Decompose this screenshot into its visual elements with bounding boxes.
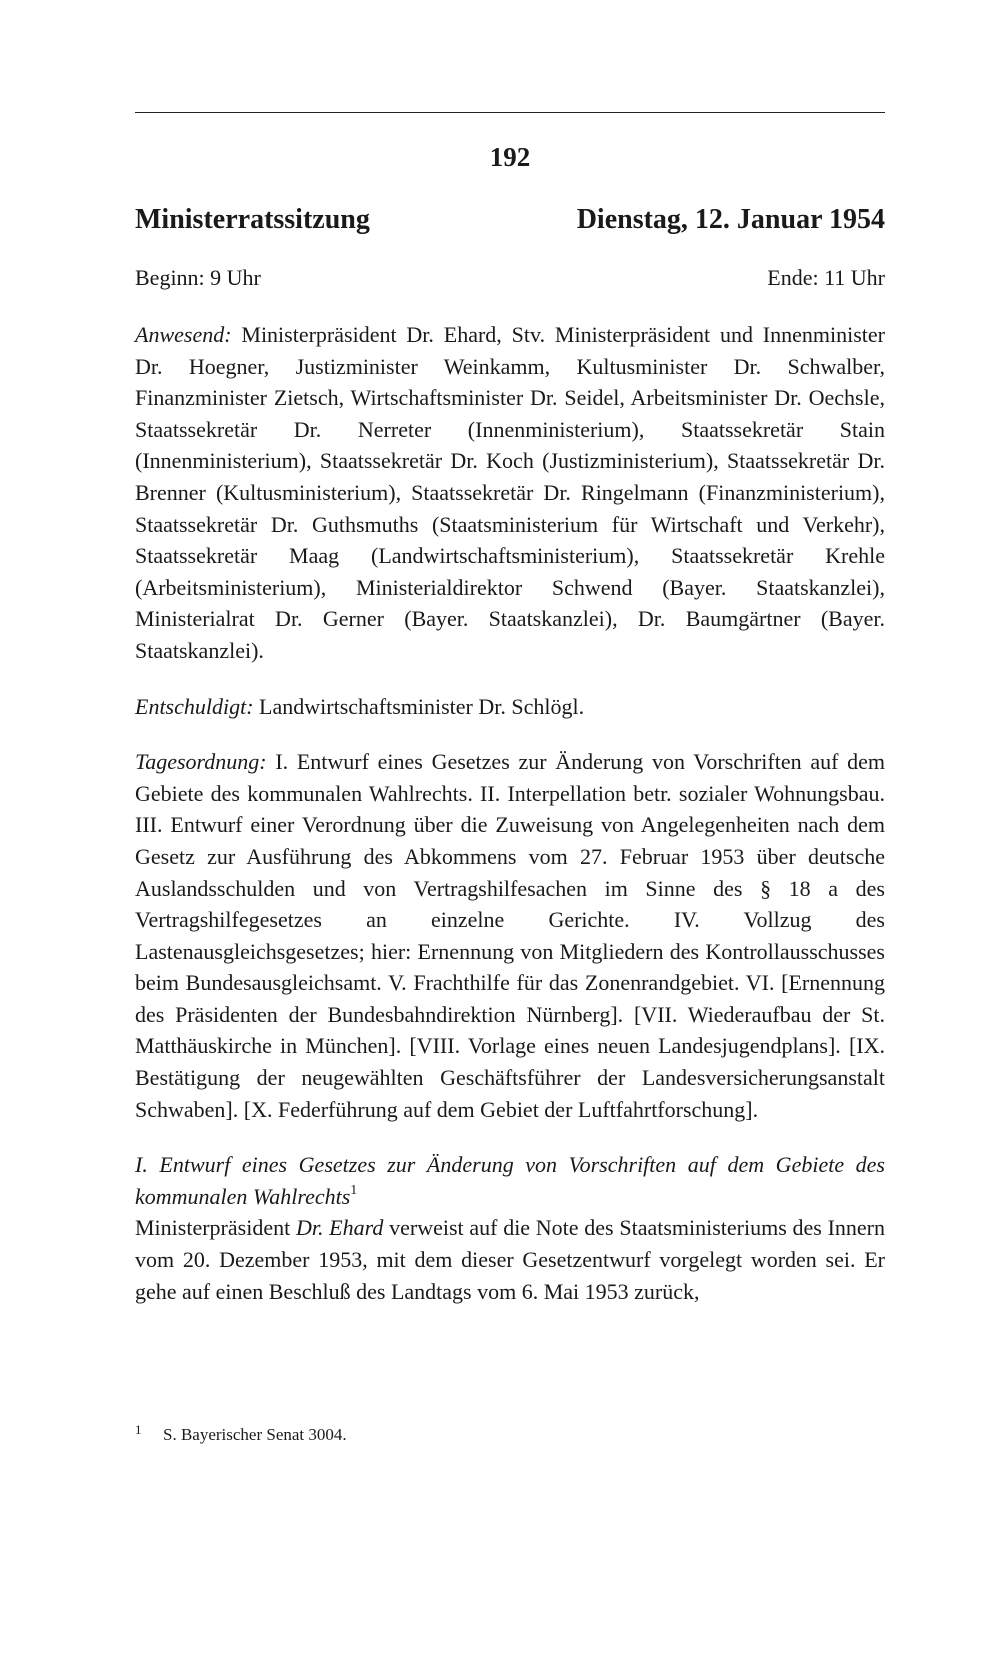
section-1-body	[135, 1212, 885, 1307]
footnote-reference: 1	[350, 1182, 358, 1198]
footnote-mark: 1	[135, 1422, 142, 1437]
attendees-label: Anwesend:	[135, 322, 232, 347]
agenda-text: I. Entwurf eines Gesetzes zur Änderung von Vorschriften auf dem Gebiete des kommunalen Wahlrechts. II. Interpellation betr. sozialer Wohnungsbau. III. Entwurf einer Verordnung über die Zuweisung von Angelegenheiten nach dem Gesetz zur Ausführung des Abkommens vom 27. Februar 1953 über deutsche Auslandsschulden und von Vertragshilfesachen im Sinne des § 18 a des Vertragshilfegesetzes an einzelne Gerichte. IV. Vollzug des Lastenausgleichsgesetzes; hier: Ernennung von Mitgliedern des Kontrollausschusses beim Bundesausgleichsamt. V. Frachthilfe für das Zonenrandgebiet. VI. [Ernennung des Präsidenten der Bundesbahndirektion Nürnberg]. [VII. Wiederaufbau der St. Matthäuskirche in München]. [VIII. Vorlage eines neuen Landesjugendplans]. [IX. Bestätigung der neugewählten Geschäftsführer der Landesversicherungsanstalt Schwaben]. [X. Federführung auf dem Gebiet der Luftfahrtforschung].	[135, 749, 885, 1122]
section-1-heading-text: I. Entwurf eines Gesetzes zur Änderung von Vorschriften auf dem Gebiete des kommunalen Wahlrechts	[135, 1152, 885, 1209]
document-number: 192	[489, 142, 531, 172]
document-page	[135, 112, 885, 1307]
session-title: Ministerratssitzung	[135, 204, 370, 235]
attendees-text: Ministerpräsident Dr. Ehard, Stv. Ministerpräsident und Innenminister Dr. Hoegner, Justizminister Weinkamm, Kultusminister Dr. Schwalber, Finanzminister Zietsch, Wirtschaftsminister Dr. Seidel, Arbeitsminister Dr. Oechsle, Staatssekretär Dr. Nerreter (Innenministerium), Staatssekretär Stain (Innenministerium), Staatssekretär Dr. Koch (Justizministerium), Staatssekretär Dr. Brenner (Kultusministerium), Staatssekretär Dr. Ringelmann (Finanzministerium), Staatssekretär Dr. Guthsmuths (Staatsministerium für Wirtschaft und Verkehr), Staatssekretär Maag (Landwirtschaftsministerium), Staatssekretär Krehle (Arbeitsministerium), Ministerialdirektor Schwend (Bayer. Staatskanzlei), Ministerialrat Dr. Gerner (Bayer. Staatskanzlei), Dr. Baumgärtner (Bayer. Staatskanzlei).	[135, 322, 885, 663]
section-1-body-name: Dr. Ehard	[295, 1215, 384, 1241]
section-1-heading	[135, 1149, 885, 1212]
excused-label: Entschuldigt:	[135, 693, 254, 719]
session-times	[135, 263, 885, 293]
section-1-body-pre: Ministerpräsident	[135, 1215, 296, 1241]
attendees-paragraph	[135, 319, 885, 667]
excused-text: Landwirtschaftsminister Dr. Schlögl.	[253, 693, 585, 719]
end-time: Ende: 11 Uhr	[767, 265, 885, 290]
excused-paragraph	[135, 691, 885, 723]
footnote	[135, 1423, 347, 1447]
footnote-text: S. Bayerischer Senat 3004.	[163, 1425, 347, 1444]
section-1-body-post: verweist auf die Note des Staatsministeriums des Innern vom 20. Dezember 1953, mit dem dieser Gesetzentwurf vorgelegt worden sei. Er gehe auf einen Beschluß des Landtags vom 6. Mai 1953 zurück,	[135, 1215, 885, 1304]
begin-time: Beginn: 9 Uhr	[135, 265, 261, 290]
session-header	[135, 203, 885, 237]
top-rule	[135, 112, 885, 113]
agenda-label: Tagesordnung:	[135, 749, 267, 775]
agenda-paragraph	[135, 746, 885, 1125]
session-date: Dienstag, 12. Januar 1954	[576, 204, 885, 235]
